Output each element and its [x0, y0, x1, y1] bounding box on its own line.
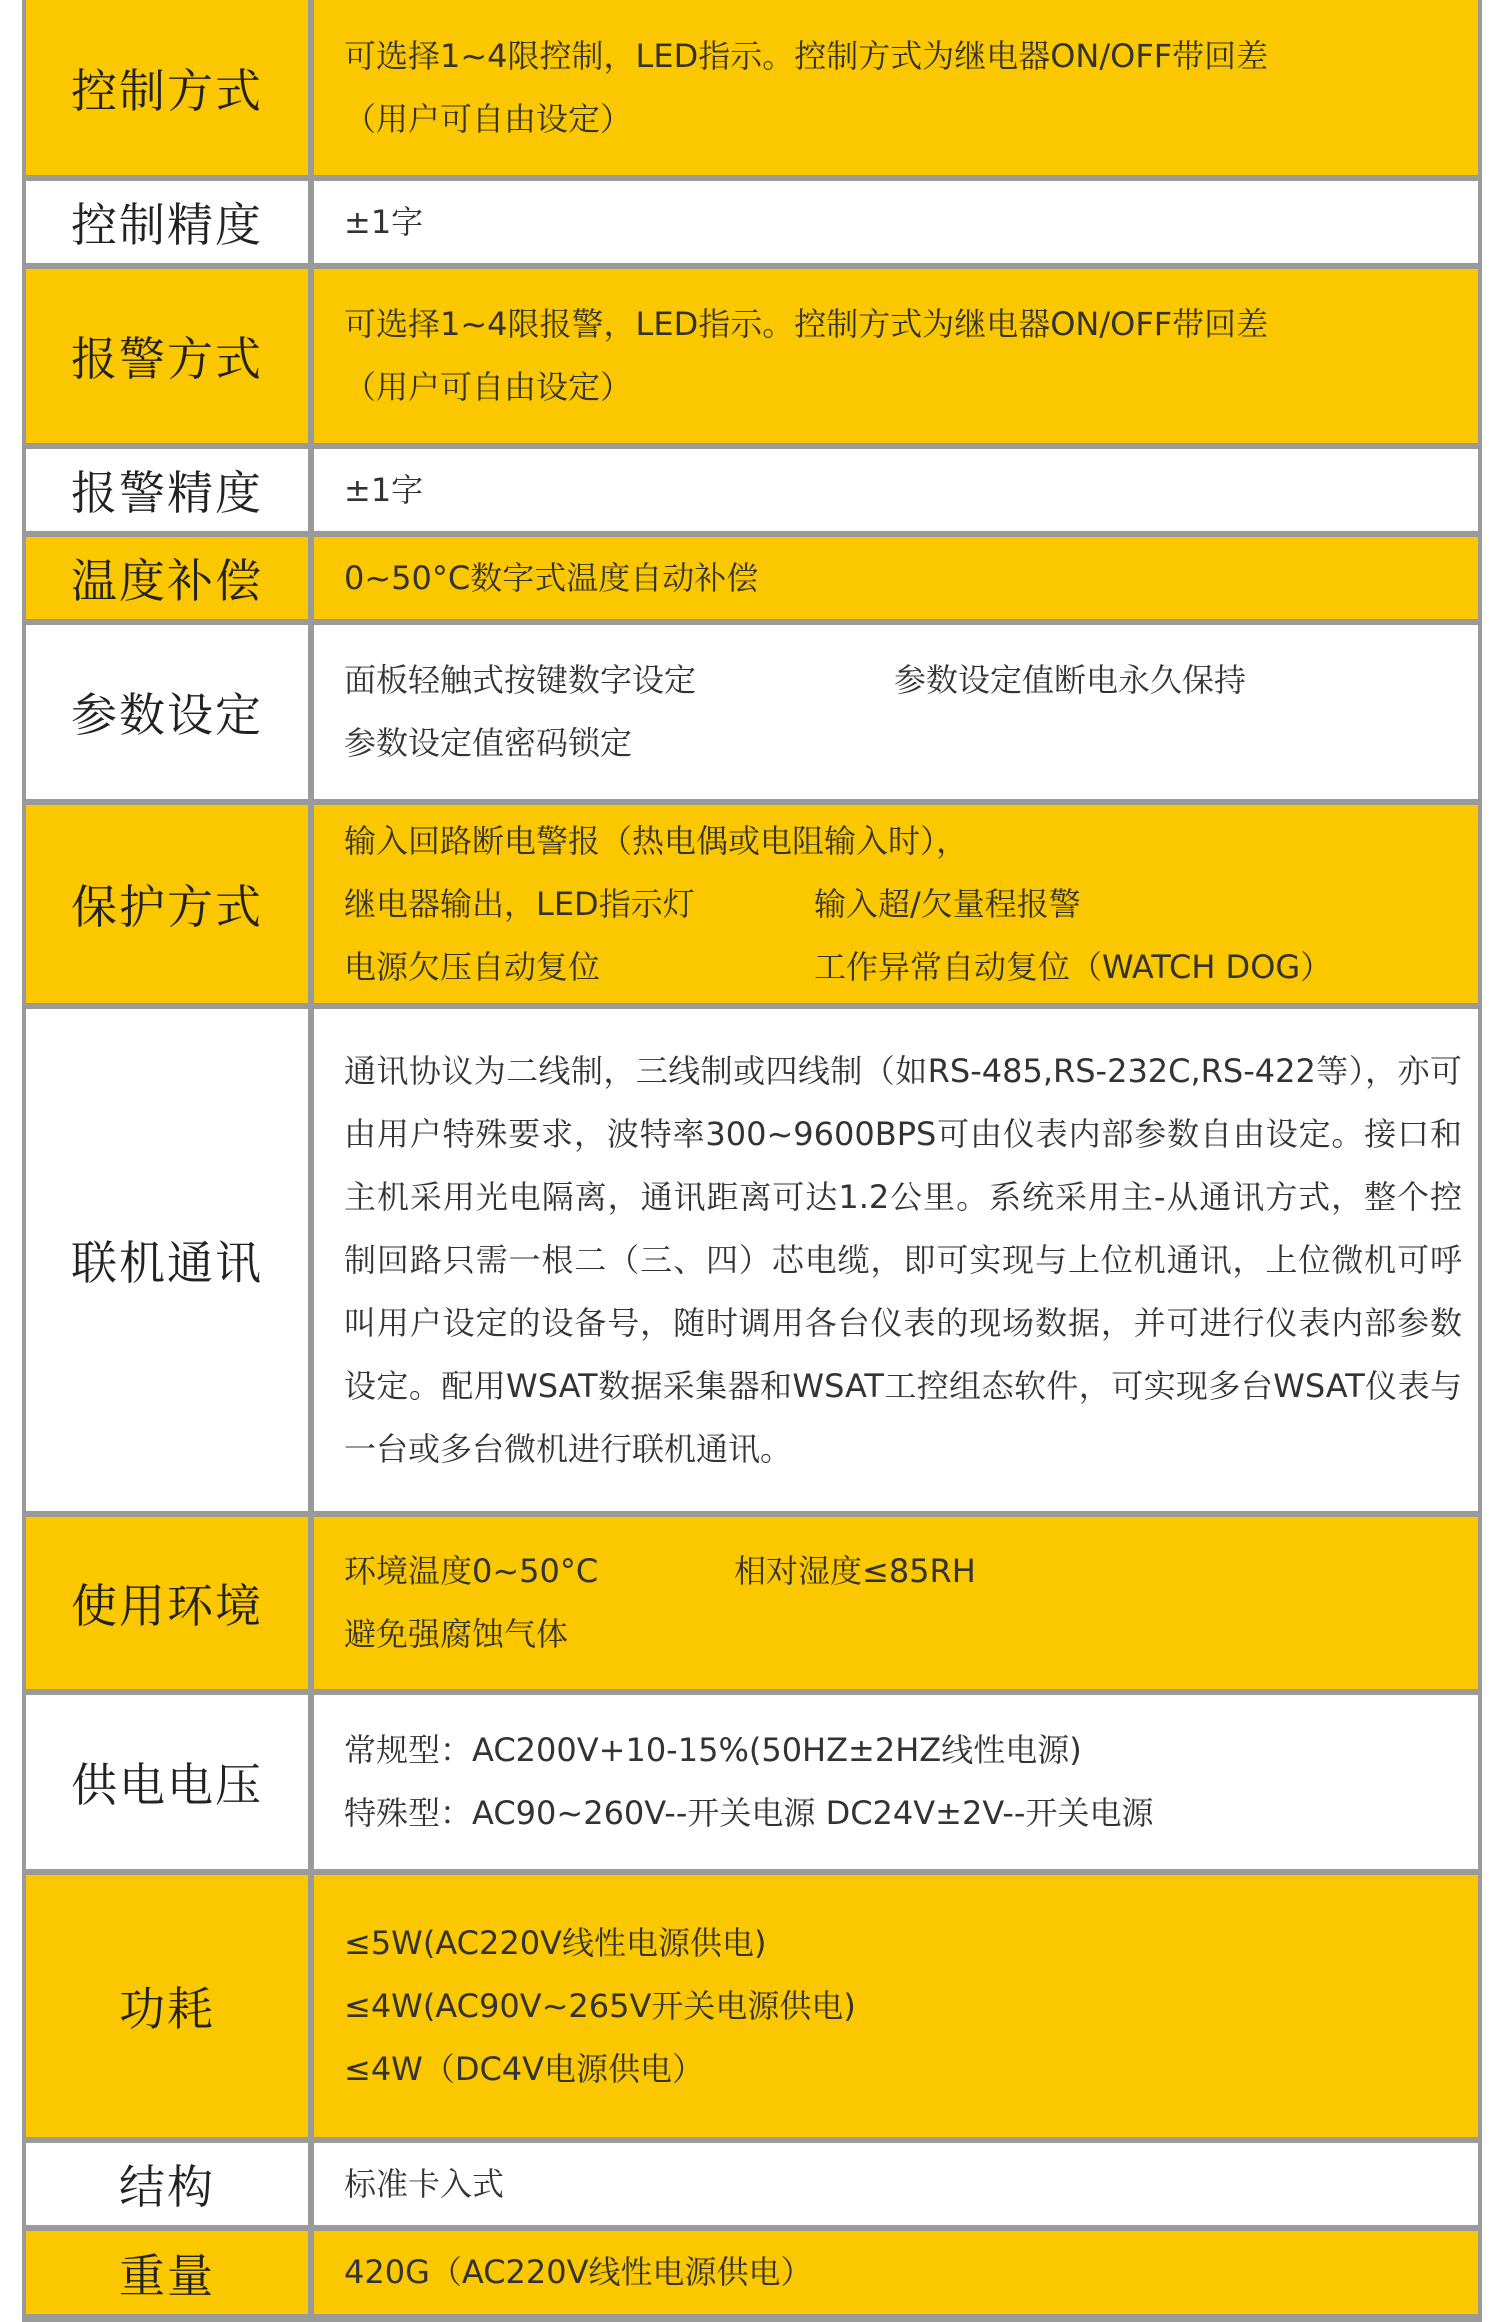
row-label: 保护方式 — [26, 805, 308, 1003]
value-line: 常规型：AC200V+10-15%(50HZ±2HZ线性电源) — [344, 1731, 1082, 1769]
row-value — [314, 0, 1478, 175]
value-col: 电源欠压自动复位 — [344, 947, 601, 986]
row-label: 报警精度 — [26, 449, 308, 531]
row-label: 功耗 — [26, 1875, 308, 2137]
table-row — [26, 449, 1478, 531]
table-row — [26, 805, 1478, 1003]
value-col: 输入超/欠量程报警 — [814, 884, 1081, 923]
table-row — [26, 537, 1478, 619]
table-row — [26, 625, 1478, 799]
value-line: （用户可自由设定） — [344, 99, 633, 138]
value-line — [344, 936, 1462, 999]
value-line: ≤4W（DC4V电源供电） — [344, 2049, 705, 2088]
row-label: 结构 — [26, 2143, 308, 2225]
value-line: 420G（AC220V线性电源供电） — [344, 2253, 813, 2291]
row-value — [314, 625, 1478, 799]
row-value — [314, 1009, 1478, 1511]
row-label: 参数设定 — [26, 625, 308, 799]
row-value — [314, 805, 1478, 1003]
row-value — [314, 449, 1478, 531]
table-row — [26, 1009, 1478, 1511]
row-value — [314, 2231, 1478, 2314]
table-row — [26, 1695, 1478, 1869]
row-label: 控制精度 — [26, 181, 308, 263]
value-line: ≤4W(AC90V~265V开关电源供电) — [344, 1986, 856, 2025]
value-line: 0~50°C数字式温度自动补偿 — [344, 558, 759, 597]
table-row — [26, 2231, 1478, 2314]
value-line — [344, 873, 1462, 936]
value-col: 环境温度0~50°C — [344, 1552, 599, 1590]
value-line: 避免强腐蚀气体 — [344, 1615, 569, 1653]
row-label: 联机通讯 — [26, 1009, 308, 1511]
row-value — [314, 1517, 1478, 1689]
row-value — [314, 537, 1478, 619]
row-label: 控制方式 — [26, 0, 308, 175]
value-col: 工作异常自动复位（WATCH DOG） — [814, 947, 1333, 986]
value-line: 可选择1~4限报警，LED指示。控制方式为继电器ON/OFF带回差 — [344, 305, 1269, 343]
table-row — [26, 269, 1478, 443]
value-line: 参数设定值密码锁定 — [344, 724, 633, 762]
value-col: 继电器输出，LED指示灯 — [344, 884, 695, 923]
row-label: 报警方式 — [26, 269, 308, 443]
row-label: 重量 — [26, 2231, 308, 2314]
value-line: ≤5W(AC220V线性电源供电) — [344, 1923, 767, 1962]
value-paragraph: 通讯协议为二线制，三线制或四线制（如RS-485,RS-232C,RS-422等），亦可由用户特殊要求，波特率300~9600BPS可由仪表内部参数自由设定。接口和主机采用光电隔离，通讯距离可达1.2公里。系统采用主-从通讯方式，整个控制回路只需一根二（三、四）芯电缆，即可实现与上位机通讯，上位微机可呼叫用户设定的设备号，随时调用各台仪表的现场数据，并可进行仪表内部参数设定。配用WSAT数据采集器和WSAT工控组态软件，可实现多台WSAT仪表与一台或多台微机进行联机通讯。 — [344, 1051, 1462, 1468]
value-line: 输入回路断电警报（热电偶或电阻输入时）， — [344, 821, 969, 860]
table-row — [26, 1517, 1478, 1689]
row-value — [314, 1875, 1478, 2137]
table-row — [26, 0, 1478, 175]
value-line: （用户可自由设定） — [344, 368, 633, 406]
value-line: ±1字 — [344, 202, 424, 241]
value-line: 可选择1~4限控制，LED指示。控制方式为继电器ON/OFF带回差 — [344, 36, 1269, 75]
row-label: 供电电压 — [26, 1695, 308, 1869]
row-value — [314, 2143, 1478, 2225]
table-row — [26, 2143, 1478, 2225]
row-label: 使用环境 — [26, 1517, 308, 1689]
value-line — [344, 649, 1462, 712]
spec-table — [22, 0, 1482, 2322]
value-line: 标准卡入式 — [344, 2164, 505, 2203]
table-row — [26, 1875, 1478, 2137]
value-line: ±1字 — [344, 470, 424, 509]
value-col: 参数设定值断电永久保持 — [894, 661, 1247, 699]
row-value — [314, 181, 1478, 263]
row-value — [314, 1695, 1478, 1869]
value-line: 特殊型：AC90~260V--开关电源 DC24V±2V--开关电源 — [344, 1794, 1154, 1832]
row-value — [314, 269, 1478, 443]
value-col: 相对湿度≤85RH — [734, 1552, 976, 1590]
table-row — [26, 181, 1478, 263]
row-label: 温度补偿 — [26, 537, 308, 619]
value-line — [344, 1540, 1462, 1603]
value-col: 面板轻触式按键数字设定 — [344, 661, 697, 699]
